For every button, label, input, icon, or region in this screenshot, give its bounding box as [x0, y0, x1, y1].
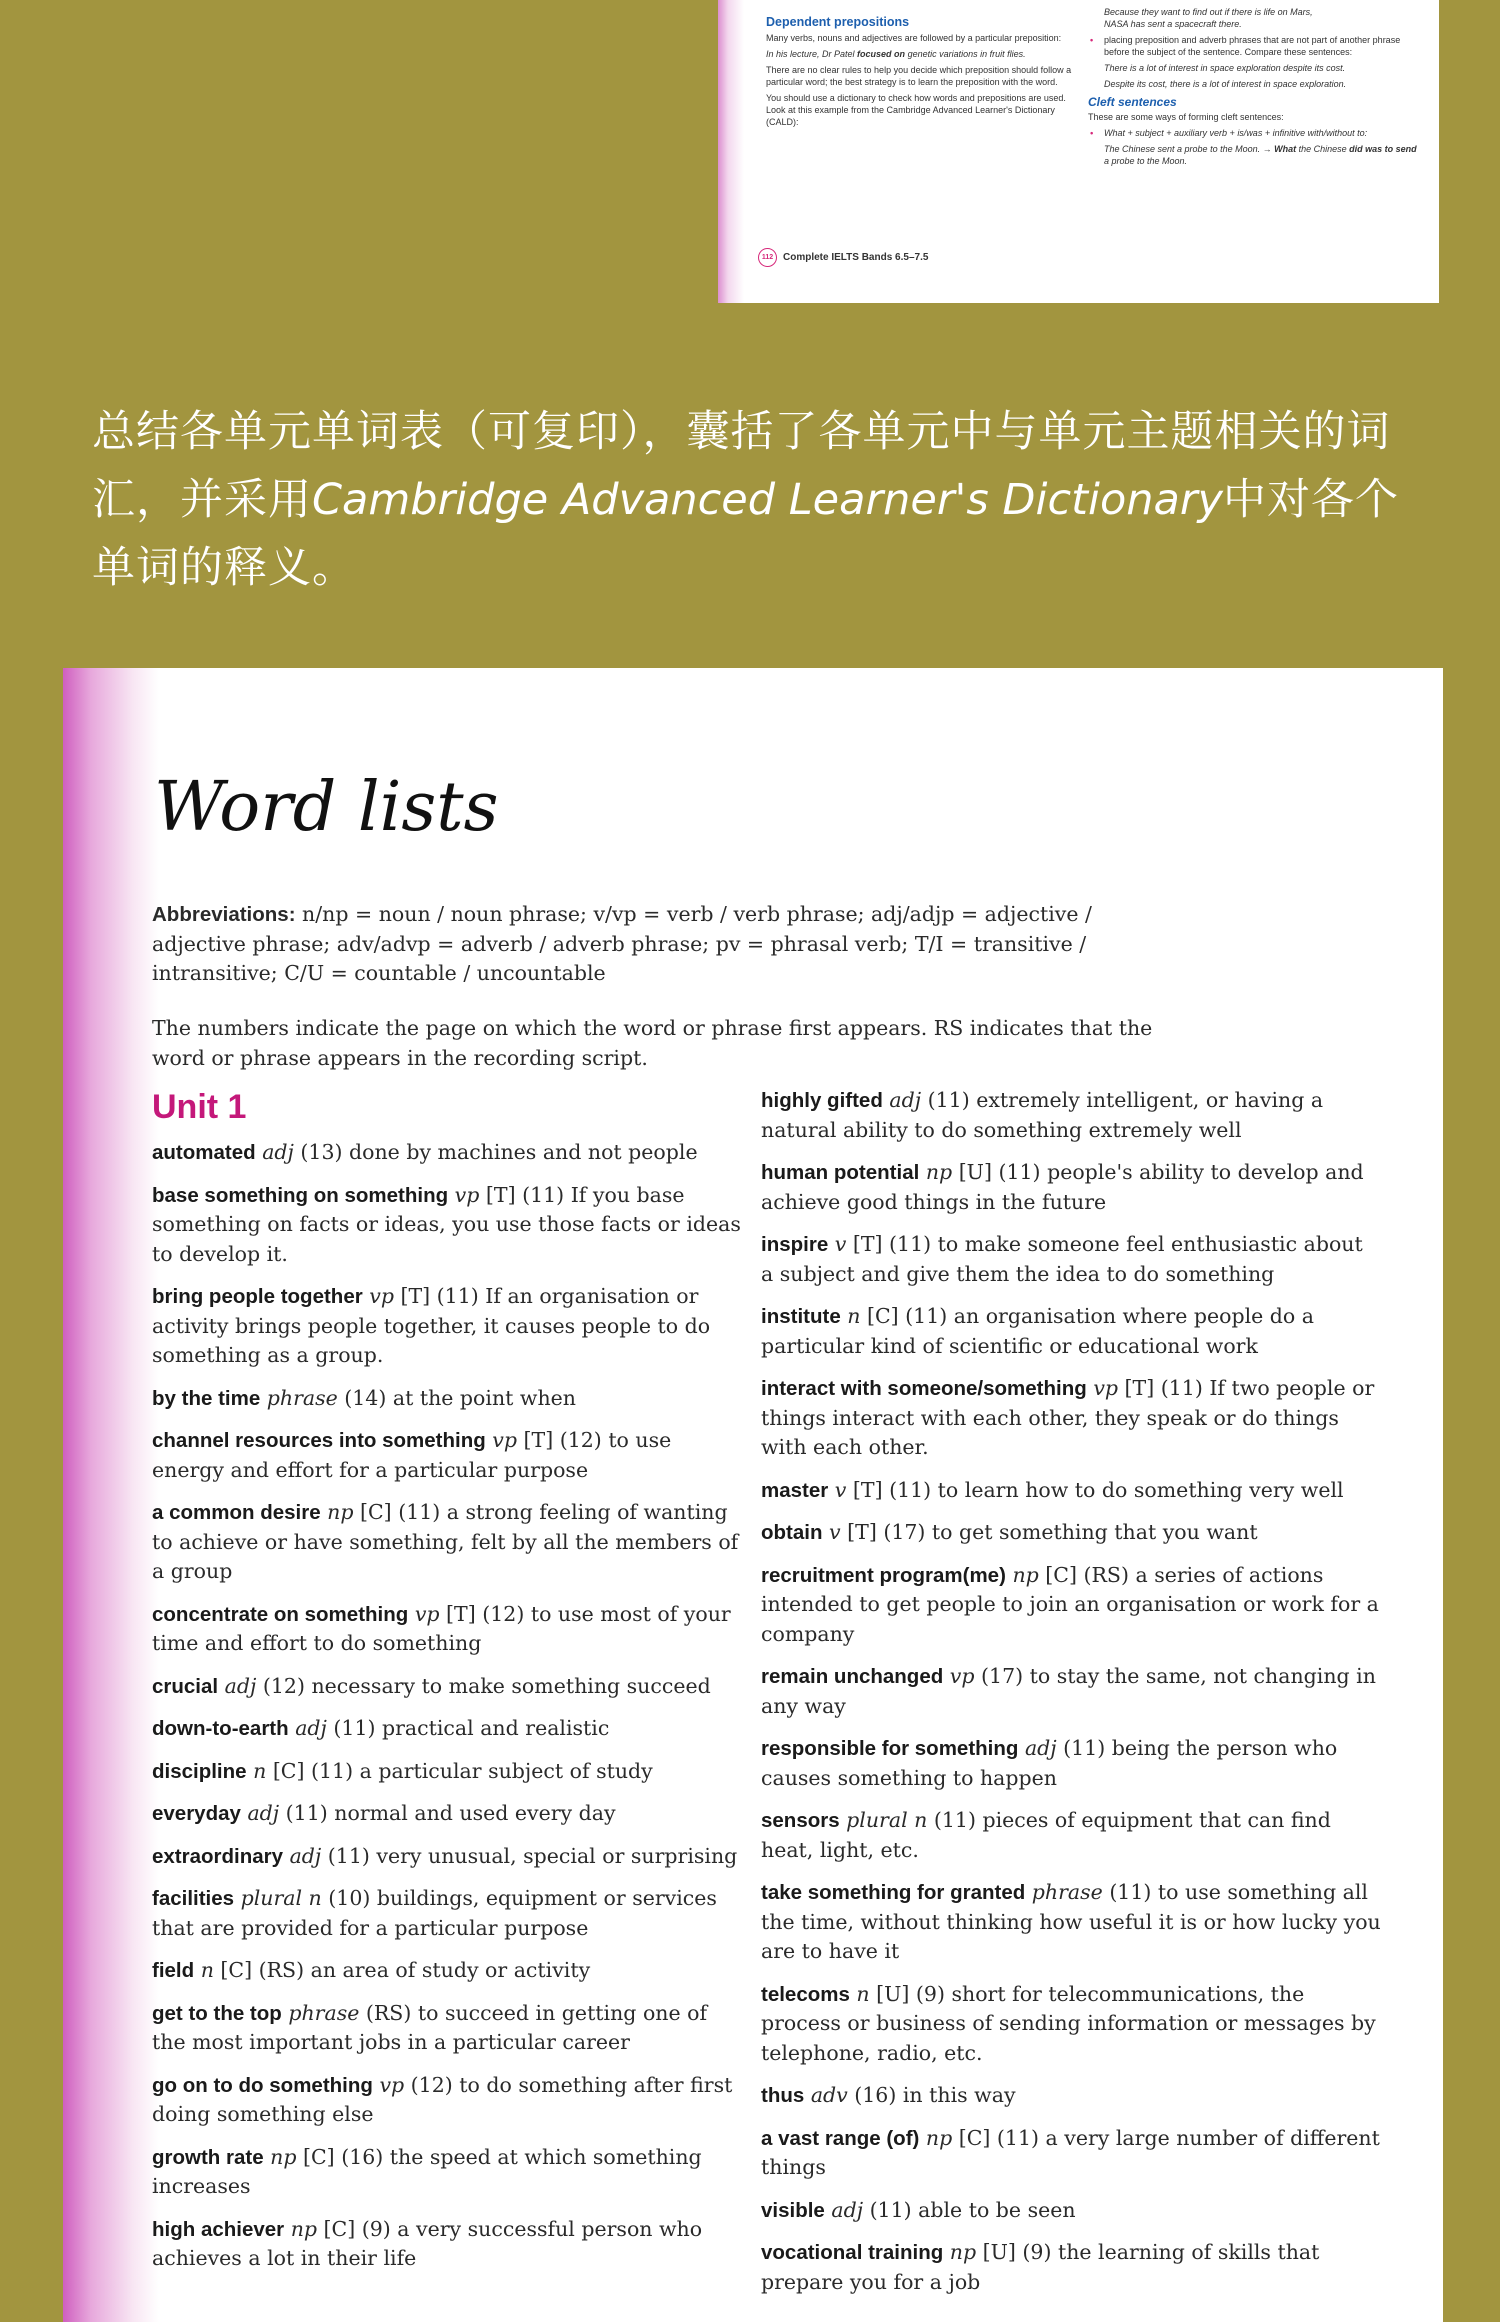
word-entry — [761, 2124, 1381, 2183]
top-right-example: There is a lot of interest in space exploration despite its cost. — [1104, 63, 1346, 73]
unit-heading: Unit 1 — [152, 1088, 247, 1126]
definition: [T] (11) If an organisation or activity brings people together, it causes people to do something as a group. — [152, 1284, 711, 1367]
headword: everyday — [152, 1802, 241, 1825]
part-of-speech: n — [253, 1758, 267, 1783]
top-page-right-column — [1088, 0, 1418, 171]
definition: (11) practical and realistic — [326, 1716, 610, 1740]
word-entry — [761, 1980, 1381, 2069]
top-right-bullet: • What + subject + auxiliary verb + is/was + infinitive with/without to: — [1088, 127, 1418, 139]
headword: vocational training — [761, 2241, 944, 2264]
definition: [T] (12) to use energy and effort for a particular purpose — [152, 1428, 672, 1482]
word-entry — [152, 1999, 747, 2058]
word-entry — [761, 1230, 1381, 1289]
part-of-speech: vp — [492, 1428, 518, 1452]
top-left-example: In his lecture, Dr Patel focused on genetic variations in fruit flies. — [766, 49, 1026, 59]
word-entry — [761, 1374, 1381, 1463]
headword: a common desire — [152, 1501, 321, 1524]
headword: concentrate on something — [152, 1602, 409, 1626]
word-entry — [152, 1956, 747, 1986]
part-of-speech: vp — [369, 1284, 394, 1308]
part-of-speech: vp — [1093, 1376, 1119, 1400]
definition: (RS) to succeed in getting one of the most important jobs in a particular career — [152, 2000, 708, 2054]
headword: interact with someone/something — [761, 1377, 1087, 1400]
definition: [U] (11) people's ability to develop and achieve good things in the future — [761, 1160, 1364, 1214]
part-of-speech: phrase — [1031, 1880, 1103, 1904]
part-of-speech: phrase — [266, 1385, 338, 1410]
word-entry — [761, 1806, 1381, 1865]
headword: obtain — [761, 1521, 823, 1544]
headword: human potential — [761, 1161, 920, 1184]
part-of-speech: adj — [1024, 1736, 1057, 1760]
word-entry — [761, 2238, 1381, 2297]
definition: (11) being the person who causes something to happen — [761, 1736, 1338, 1790]
definition: (17) to stay the same, not changing in any way — [761, 1664, 1376, 1718]
part-of-speech: np — [925, 2125, 953, 2150]
definition: [C] (RS) a series of actions intended to get people to join an organisation or work for a company — [761, 1562, 1379, 1646]
page-title: Word lists — [154, 768, 499, 847]
headword: recruitment program(me) — [761, 1563, 1006, 1587]
headword: visible — [761, 2198, 825, 2222]
definition: [T] (17) to get something that you want — [840, 1520, 1258, 1544]
word-entry — [152, 1181, 747, 1270]
definition: [U] (9) short for telecommunications, the process or business of sending information or messages by telephone, radio, etc. — [761, 1981, 1376, 2065]
top-right-example: The Chinese sent a probe to the Moon. → What the Chinese did was to send a probe to the Moon. — [1104, 144, 1417, 166]
part-of-speech: adv — [810, 2083, 848, 2107]
word-entry — [152, 2215, 747, 2274]
word-entry — [761, 1302, 1381, 1361]
word-entry — [152, 1282, 747, 1371]
definition: (11) normal and used every day — [279, 1801, 616, 1825]
word-entry — [152, 1138, 747, 1168]
definition: [T] (11) to make someone feel enthusiastic about a subject and give them the idea to do something — [761, 1232, 1363, 1286]
word-list-right-column — [761, 1086, 1381, 2310]
part-of-speech: np — [925, 1160, 953, 1184]
headword: discipline — [152, 1759, 247, 1783]
word-entry — [761, 1662, 1381, 1721]
part-of-speech: n — [200, 1958, 214, 1982]
headword: sensors — [761, 1809, 840, 1832]
page-note: The numbers indicate the page on which the word or phrase first appears. RS indicates that the word or phrase appears in the recording script. — [152, 1016, 1153, 1070]
part-of-speech: np — [1012, 1562, 1039, 1587]
definition: [U] (9) the learning of skills that prepare you for a job — [761, 2240, 1320, 2294]
headword: by the time — [152, 1386, 261, 1410]
page-footer — [758, 248, 928, 267]
headword: go on to do something — [152, 2073, 373, 2097]
part-of-speech: adj — [289, 1843, 322, 1868]
part-of-speech: n — [847, 1304, 861, 1328]
headword: base something on something — [152, 1183, 449, 1207]
word-entry — [152, 2071, 747, 2130]
part-of-speech: n — [856, 1981, 870, 2006]
cleft-sentences-heading: Cleft sentences — [1088, 95, 1177, 109]
top-right-bullet: • placing preposition and adverb phrases that are not part of another phrase before the subject of the sentence. Compare these sentences: — [1088, 34, 1418, 58]
headword: automated — [152, 1141, 256, 1164]
part-of-speech: vp — [414, 1601, 440, 1626]
word-entry — [152, 1498, 747, 1587]
headword: facilities — [152, 1887, 235, 1910]
definition: [C] (11) a particular subject of study — [266, 1758, 653, 1783]
word-entry — [152, 1384, 747, 1414]
part-of-speech: plural n — [846, 1808, 928, 1832]
definition: [C] (11) a strong feeling of wanting to achieve or have something, felt by all the members of a group — [152, 1500, 739, 1583]
definition: [C] (RS) an area of study or activity — [213, 1958, 591, 1982]
headword: field — [152, 1959, 195, 1982]
definition: (12) to do something after first doing something else — [152, 2072, 733, 2126]
part-of-speech: adj — [889, 1088, 922, 1112]
definition: (10) buildings, equipment or services that are provided for a particular purpose — [152, 1886, 717, 1940]
dictionary-name: Cambridge Advanced Learner's Dictionary — [312, 475, 1223, 525]
headword: master — [761, 1478, 829, 1502]
top-left-paragraph: There are no clear rules to help you decide which preposition should follow a particular word; the best strategy is to learn the preposition with the word. — [766, 65, 1072, 87]
top-left-paragraph: Many verbs, nouns and adjectives are followed by a particular preposition: — [766, 33, 1062, 43]
headword: channel resources into something — [152, 1429, 486, 1452]
word-entry — [152, 1672, 747, 1702]
word-entry — [761, 1518, 1381, 1548]
headword: a vast range (of) — [761, 2126, 920, 2150]
headword: take something for granted — [761, 1881, 1026, 1904]
promo-caption: 总结各单元单词表（可复印），囊括了各单元中与单元主题相关的词汇，并采用Cambridge Advanced Learner's Dictionary中对各个单词的释义。 — [92, 407, 1399, 593]
definition: (11) pieces of equipment that can find heat, light, etc. — [761, 1808, 1331, 1862]
part-of-speech: vp — [379, 2072, 405, 2097]
book-title-footer: Complete IELTS Bands 6.5–7.5 — [783, 252, 929, 263]
page-number-badge: 112 — [758, 248, 777, 267]
definition: (12) necessary to make something succeed — [256, 1673, 711, 1698]
word-entry — [761, 1561, 1381, 1650]
word-entry — [761, 1086, 1381, 1145]
headword: down-to-earth — [152, 1717, 289, 1740]
headword: telecoms — [761, 1982, 850, 2006]
headword: growth rate — [152, 2145, 264, 2169]
definition: (11) very unusual, special or surprising — [321, 1843, 738, 1868]
headword: bring people together — [152, 1285, 363, 1308]
definition: [C] (9) a very successful person who achieves a lot in their life — [152, 2216, 703, 2270]
word-list-left-column — [152, 1086, 747, 2287]
definition: [T] (11) If you base something on facts or ideas, you use those facts or ideas to develop it. — [152, 1182, 741, 1266]
part-of-speech: np — [327, 1500, 354, 1524]
part-of-speech: adj — [831, 2197, 864, 2222]
definition: (13) done by machines and not people — [293, 1140, 698, 1164]
definition: [T] (11) to learn how to do something very well — [846, 1477, 1344, 1502]
word-entry — [152, 1426, 747, 1485]
word-entry — [761, 1734, 1381, 1793]
part-of-speech: adj — [247, 1801, 280, 1825]
definition: [T] (12) to use most of your time and effort to do something — [152, 1601, 731, 1655]
top-left-paragraph: You should use a dictionary to check how words and prepositions are used. Look at this example from the Cambridge Advanced Learner's Dictionary (CALD): — [766, 93, 1066, 127]
headword: responsible for something — [761, 1737, 1019, 1760]
top-right-example: Because they want to find out if there is life on Mars, — [1104, 7, 1313, 17]
word-entry — [761, 2081, 1381, 2111]
word-entry — [761, 1878, 1381, 1967]
word-entry — [152, 1714, 747, 1744]
definition: [C] (16) the speed at which something increases — [152, 2144, 702, 2198]
word-entry — [152, 1842, 747, 1872]
definition: (14) at the point when — [337, 1385, 576, 1410]
headword: inspire — [761, 1233, 829, 1256]
top-book-page — [718, 0, 1439, 303]
word-entry — [761, 2196, 1381, 2226]
part-of-speech: vp — [454, 1182, 480, 1207]
word-entry — [152, 1884, 747, 1943]
part-of-speech: v — [829, 1520, 841, 1544]
top-right-example: NASA has sent a spacecraft there. — [1104, 19, 1242, 29]
definition: (11) extremely intelligent, or having a natural ability to do something extremely well — [761, 1088, 1324, 1142]
part-of-speech: adj — [224, 1673, 257, 1698]
part-of-speech: vp — [949, 1664, 975, 1688]
word-entry — [761, 1158, 1381, 1217]
headword: thus — [761, 2084, 805, 2107]
definition: (11) able to be seen — [863, 2197, 1076, 2222]
part-of-speech: adj — [295, 1716, 327, 1740]
part-of-speech: phrase — [288, 2000, 360, 2025]
word-entry — [152, 1757, 747, 1787]
part-of-speech: adj — [262, 1140, 294, 1164]
part-of-speech: np — [949, 2240, 977, 2264]
abbreviations-paragraph: Abbreviations: n/np = noun / noun phrase; v/vp = verb / verb phrase; adj/adjp = adjective / adjective phrase; adv/advp = adverb / adverb phrase; pv = phrasal verb; T/I = transitive / intransitive; C/U = countable / uncountable — [152, 902, 1092, 985]
top-page-left-column — [766, 0, 1081, 132]
definition: (11) to use something all the time, without thinking how useful it is or how lucky you are to have it — [761, 1880, 1381, 1963]
definition: (16) in this way — [847, 2083, 1016, 2107]
headword: crucial — [152, 1674, 219, 1698]
part-of-speech: np — [270, 2144, 297, 2169]
definition: [T] (11) If two people or things interact with each other, they speak or do things with each other. — [761, 1376, 1375, 1459]
part-of-speech: v — [834, 1232, 847, 1256]
dependent-prepositions-heading: Dependent prepositions — [766, 15, 910, 29]
headword: remain unchanged — [761, 1665, 944, 1688]
headword: institute — [761, 1305, 841, 1328]
headword: high achiever — [152, 2217, 285, 2241]
word-entry — [152, 2143, 747, 2202]
headword: highly gifted — [761, 1089, 883, 1112]
definition: [C] (11) a very large number of different things — [761, 2125, 1380, 2179]
definition: [C] (11) an organisation where people do a particular kind of scientific or educational work — [761, 1304, 1315, 1358]
part-of-speech: np — [290, 2216, 318, 2241]
word-entry — [152, 1600, 747, 1659]
part-of-speech: plural n — [240, 1886, 322, 1910]
word-lists-page — [63, 668, 1443, 2322]
top-right-paragraph: These are some ways of forming cleft sentences: — [1088, 112, 1284, 122]
top-right-example: Despite its cost, there is a lot of interest in space exploration. — [1104, 79, 1347, 89]
part-of-speech: v — [834, 1477, 847, 1502]
headword: get to the top — [152, 2001, 282, 2025]
headword: extraordinary — [152, 1844, 284, 1868]
word-entry — [152, 1799, 747, 1829]
word-entry — [761, 1476, 1381, 1506]
